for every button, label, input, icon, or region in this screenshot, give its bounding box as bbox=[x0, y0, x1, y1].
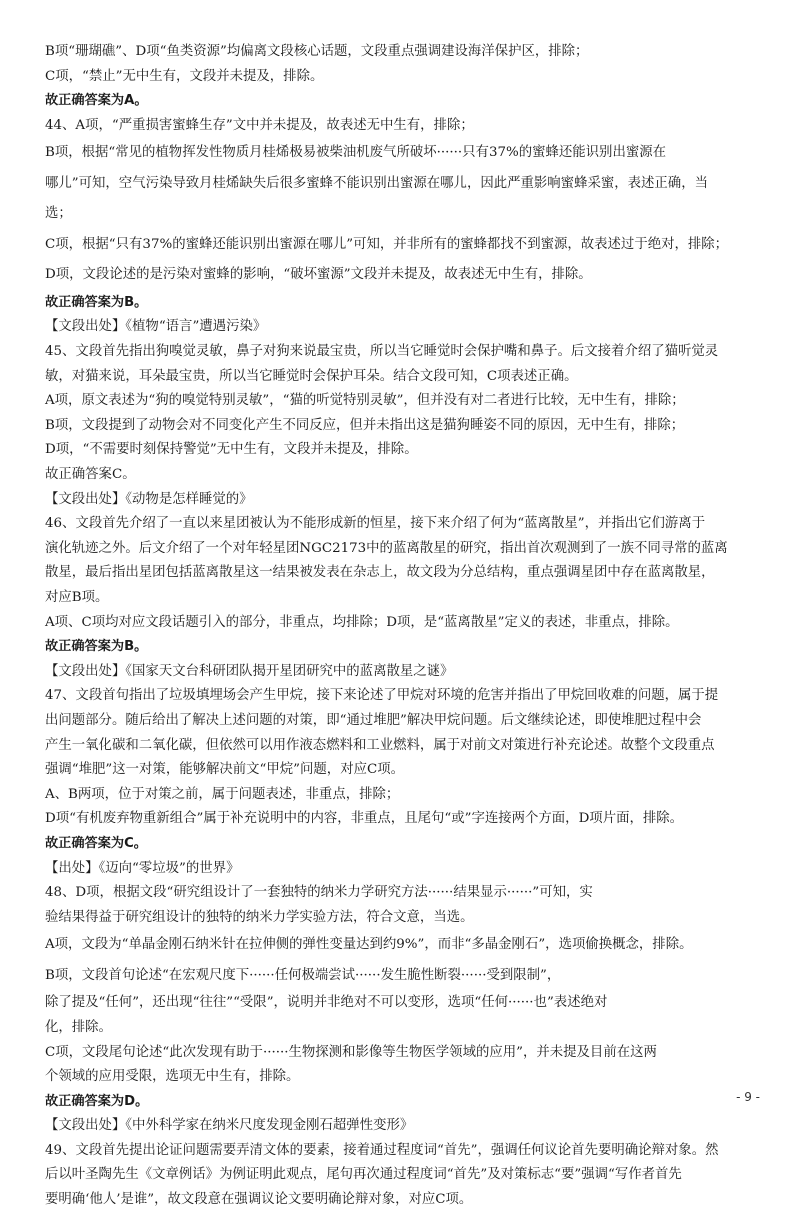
text-line: C项，文段尾句论述“此次发现有助于······生物探测和影像等生物医学领域的应用”，并未提及目前在这两 bbox=[45, 1044, 657, 1060]
text-line: 故正确答案C。 bbox=[45, 467, 136, 483]
text-line: 化，排除。 bbox=[45, 1019, 112, 1035]
text-line: B项“珊瑚礁”、D项“鱼类资源”均偏离文段核心话题，文段重点强调建设海洋保护区，排除； bbox=[45, 44, 589, 59]
text-line: B项，根据“常见的植物挥发性物质月桂烯极易被柴油机废气所破坏······只有37%的蜜蜂还能识别出蜜源在 bbox=[45, 145, 667, 161]
text-line: 【出处】《迈向“零垃圾”的世界》 bbox=[45, 860, 240, 876]
text-line: 【文段出处】《动物是怎样睡觉的》 bbox=[45, 491, 253, 507]
text-line: 验结果得益于研究组设计的独特的纳米力学实验方法，符合文意，当选。 bbox=[45, 909, 474, 925]
text-line: 个领域的应用受限，选项无中生有，排除。 bbox=[45, 1069, 300, 1085]
answer-line: 故正确答案为B。 bbox=[45, 639, 148, 655]
text-line: C项，“禁止”无中生有，文段并未提及，排除。 bbox=[45, 68, 324, 84]
text-line: 47、文段首句指出了垃圾填埋场会产生甲烷，接下来论述了甲烷对环境的危害并指出了甲烷回收难的问题，属于提 bbox=[45, 688, 719, 704]
text-line: 要明确‘他人’是谁”，故文段意在强调议论文要明确论辩对象，对应C项。 bbox=[45, 1192, 473, 1208]
page-number: - 9 - bbox=[736, 1090, 760, 1104]
text-line: D项，文段论述的是污染对蜜蜂的影响，“破坏蜜源”文段并未提及，故表述无中生有，排除。 bbox=[45, 267, 592, 283]
text-line: A项，原文表述为“狗的嗅觉特别灵敏”，“猫的听觉特别灵敏”，但并没有对二者进行比较，无中生有，排除； bbox=[45, 393, 685, 409]
text-line: B项，文段提到了动物会对不同变化产生不同反应，但并未指出这是猫狗睡姿不同的原因，无中生有，排除； bbox=[45, 417, 685, 433]
text-line: 选； bbox=[45, 206, 72, 222]
text-line: 演化轨迹之外。后文介绍了一个对年轻星团NGC2173中的蓝离散星的研究，指出首次观测到了一族不同寻常的蓝离 bbox=[45, 540, 728, 556]
text-line: 45、文段首先指出狗嗅觉灵敏，鼻子对狗来说最宝贵，所以当它睡觉时会保护嘴和鼻子。后文接着介绍了猫听觉灵 bbox=[45, 344, 719, 360]
text-line: A项，文段为“单晶金刚石纳米针在拉伸侧的弹性变量达到约9%”，而非“多晶金刚石”，选项偷换概念，排除。 bbox=[45, 937, 693, 953]
text-line: 敏，对猫来说，耳朵最宝贵，所以当它睡觉时会保护耳朵。结合文段可知，C项表述正确。 bbox=[45, 368, 578, 384]
text-line: 除了提及“任何”，还出现“往往”“受限”，说明并非绝对不可以变形，选项“任何······也”表述绝对 bbox=[45, 995, 608, 1011]
answer-line: 故正确答案为B。 bbox=[45, 294, 148, 310]
answer-line: 故正确答案为A。 bbox=[45, 93, 148, 109]
text-line: 46、文段首先介绍了一直以来星团被认为不能形成新的恒星，接下来介绍了何为“蓝离散星”，并指出它们游离于 bbox=[45, 516, 706, 532]
text-line: 后以叶圣陶先生《文章例话》为例证明此观点，尾句再次通过程度词“首先”及对策标志“要”强调“写作者首先 bbox=[45, 1167, 682, 1183]
text-line: A、B两项，位于对策之前，属于问题表述，非重点，排除； bbox=[45, 786, 400, 802]
text-line: 对应B项。 bbox=[45, 590, 109, 605]
text-line: 哪儿”可知，空气污染导致月桂烯缺失后很多蜜蜂不能识别出蜜源在哪儿，因此严重影响蜜蜂采蜜，表述正确，当 bbox=[45, 175, 708, 191]
text-line: 强调“堆肥”这一对策，能够解决前文“甲烷”问题，对应C项。 bbox=[45, 762, 405, 778]
text-line: C项，根据“只有37%的蜜蜂还能识别出蜜源在哪儿”可知，并非所有的蜜蜂都找不到蜜源，故表述过于绝对，排除； bbox=[45, 236, 729, 252]
answer-line: 故正确答案为D。 bbox=[45, 1093, 149, 1109]
text-line: 散星，最后指出星团包括蓝离散星这一结果被发表在杂志上，故文段为分总结构，重点强调星团中存在蓝离散星， bbox=[45, 565, 715, 581]
text-line: B项，文段首句论述“在宏观尺度下······任何极端尝试······发生脆性断裂······受到限制”， bbox=[45, 967, 561, 983]
text-line: 产生一氧化碳和二氧化碳，但依然可以用作液态燃料和工业燃料，属于对前文对策进行补充论述。故整个文段重点 bbox=[45, 737, 715, 753]
text-line: D项，“不需要时刻保持警觉”无中生有，文段并未提及，排除。 bbox=[45, 442, 418, 458]
answer-line: 故正确答案为C。 bbox=[45, 835, 147, 851]
text-line: D项“有机废弃物重新组合”属于补充说明中的内容，非重点，且尾句“或”字连接两个方面，D项片面，排除。 bbox=[45, 811, 684, 827]
text-line: 44、A项，“严重损害蜜蜂生存”文中并未提及，故表述无中生有，排除； bbox=[45, 117, 474, 133]
text-line: 【文段出处】《国家天文台科研团队揭开星团研究中的蓝离散星之谜》 bbox=[45, 663, 454, 679]
text-line: 【文段出处】《中外科学家在纳米尺度发现金刚石超弹性变形》 bbox=[45, 1118, 414, 1134]
text-line: 出问题部分。随后给出了解决上述问题的对策，即“通过堆肥”解决甲烷问题。后文继续论述，即使堆肥过程中会 bbox=[45, 712, 702, 728]
text-line: A项、C项均对应文段话题引入的部分，非重点，均排除；D项，是“蓝离散星”定义的表述，非重点，排除。 bbox=[45, 614, 679, 630]
text-line: 【文段出处】《植物“语言”遭遇污染》 bbox=[45, 319, 267, 335]
text-line: 49、文段首先提出论证问题需要弄清文体的要素，接着通过程度词“首先”，强调任何议论首先要明确论辩对象。然 bbox=[45, 1142, 719, 1158]
text-line: 48、D项，根据文段“研究组设计了一套独特的纳米力学研究方法······结果显示······”可知，实 bbox=[45, 885, 593, 901]
document-body bbox=[45, 40, 761, 1213]
